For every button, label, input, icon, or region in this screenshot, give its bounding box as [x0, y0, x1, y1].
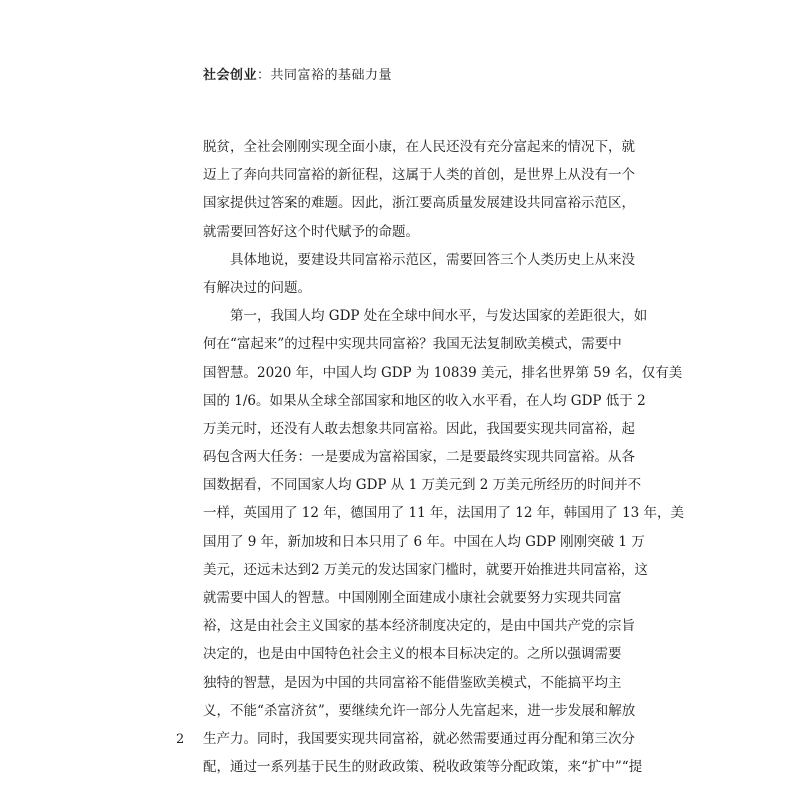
text-line: 就需要回答好这个时代赋予的命题。: [203, 223, 419, 240]
book-title: 社会创业: [203, 68, 258, 83]
text-line: 决定的，也是由中国特色社会主义的根本目标决定的。之所以强调需要: [203, 646, 622, 663]
text-line: 有解决过的问题。: [203, 279, 311, 296]
text-line: 国用了 9 年，新加坡和日本只用了 6 年。中国在人均 GDP 刚刚突破 1 万: [203, 533, 645, 550]
text-line: 配，通过一系列基于民生的财政政策、税收政策等分配政策，来“扩中”“提: [203, 759, 643, 776]
text-line: 迈上了奔向共同富裕的新征程，这属于人类的首创，是世界上从没有一个: [203, 167, 635, 184]
text-line: 码包含两大任务：一是要成为富裕国家，二是要最终实现共同富裕。从各: [203, 449, 635, 466]
body-text: [203, 133, 685, 781]
text-line: 国智慧。2020 年，中国人均 GDP 为 10839 美元，排名世界第 59 名，仅有美: [203, 364, 683, 381]
text-line: 国的 1/6。如果从全球全部国家和地区的收入水平看，在人均 GDP 低于 2: [203, 392, 646, 409]
text-line: 国家提供过答案的难题。因此，浙江要高质量发展建设共同富裕示范区，: [203, 195, 635, 212]
title-separator: ：: [257, 68, 271, 83]
text-line: 何在“富起来”的过程中实现共同富裕？我国无法复制欧美模式，需要中: [203, 336, 622, 353]
text-line: 美元，还远未达到2 万美元的发达国家门槛时，就要开始推进共同富裕，这: [203, 561, 648, 578]
text-line: 就需要中国人的智慧。中国刚刚全面建成小康社会就要努力实现共同富: [203, 590, 622, 606]
text-line: 第一，我国人均 GDP 处在全球中间水平，与发达国家的差距很大，如: [230, 308, 648, 325]
text-line: 独特的智慧，是因为中国的共同富裕不能借鉴欧美模式，不能搞平均主: [203, 674, 622, 691]
book-subtitle: 共同富裕的基础力量: [270, 68, 393, 83]
text-line: 裕，这是由社会主义国家的基本经济制度决定的，是由中国共产党的宗旨: [203, 618, 635, 635]
text-line: 生产力。同时，我国要实现共同富裕，就必然需要通过再分配和第三次分: [203, 730, 635, 747]
text-line: 脱贫，全社会刚刚实现全面小康，在人民还没有充分富起来的情况下，就: [203, 139, 635, 155]
text-line: 国数据看，不同国家人均 GDP 从 1 万美元到 2 万美元所经历的时间并不: [203, 477, 642, 494]
text-line: 一样，英国用了 12 年，德国用了 11 年，法国用了 12 年，韩国用了 13 年，美: [203, 505, 685, 522]
running-head: [203, 64, 392, 83]
page-number: 2: [176, 732, 185, 747]
text-line: 万美元时，还没有人敢去想象共同富裕。因此，我国要实现共同富裕，起: [203, 420, 635, 437]
text-line: 具体地说，要建设共同富裕示范区，需要回答三个人类历史上从来没: [230, 251, 635, 268]
text-line: 义，不能“杀富济贫”，要继续允许一部分人先富起来，进一步发展和解放: [203, 702, 636, 719]
